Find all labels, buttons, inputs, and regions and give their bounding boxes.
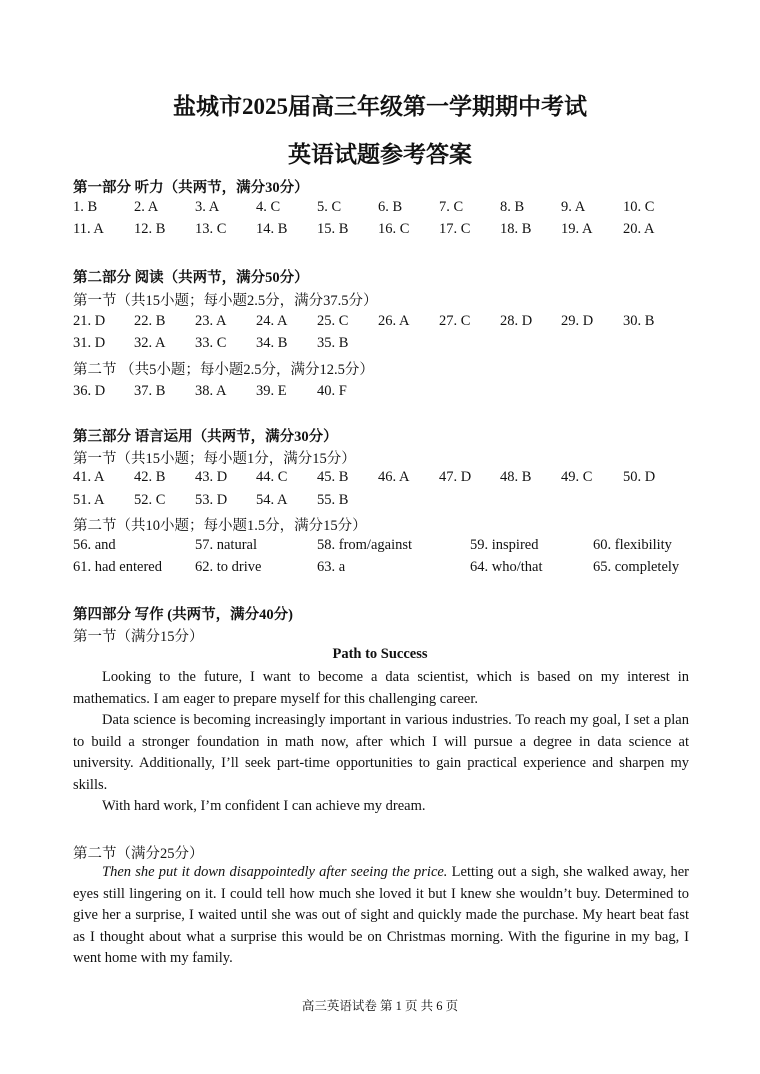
answer-item: 40. F	[317, 383, 347, 399]
answer-item: 36. D	[73, 383, 106, 399]
part1-answer-row-1	[0, 199, 760, 219]
answer-item: 7. C	[439, 199, 464, 215]
answer-item: 29. D	[561, 313, 594, 329]
exam-title: 盐城市2025届高三年级第一学期期中考试	[173, 94, 587, 119]
answer-item: 39. E	[256, 383, 287, 399]
part3-section1-heading: 第一节（共15小题；每小题1分，满分15分）	[73, 451, 356, 467]
answer-item: 6. B	[378, 199, 403, 215]
story-lead-sentence: Then she put it down disappointedly after seeing the price.	[102, 864, 448, 880]
answer-item: 9. A	[561, 199, 586, 215]
answer-item: 15. B	[317, 221, 349, 237]
story-continuation	[73, 862, 689, 970]
answer-item: 57. natural	[195, 537, 258, 553]
part3-fill-row-2	[0, 559, 760, 579]
answer-item: 26. A	[378, 313, 410, 329]
answer-item: 50. D	[623, 469, 656, 485]
answer-item: 32. A	[134, 335, 166, 351]
part2-answer-row-1	[0, 313, 760, 333]
answer-item: 21. D	[73, 313, 106, 329]
part1-heading: 第一部分 听力（共两节，满分30分）	[73, 180, 309, 196]
answer-item: 10. C	[623, 199, 655, 215]
answer-item: 12. B	[134, 221, 166, 237]
answer-item: 16. C	[378, 221, 410, 237]
answer-item: 38. A	[195, 383, 227, 399]
essay-title: Path to Success	[332, 646, 428, 662]
answer-item: 49. C	[561, 469, 593, 485]
answer-item: 34. B	[256, 335, 288, 351]
part3-fill-row-1	[0, 537, 760, 557]
answer-item: 53. D	[195, 492, 228, 508]
part4-section2-heading: 第二节（满分25分）	[73, 846, 204, 862]
answer-key-title: 英语试题参考答案	[288, 142, 472, 167]
answer-item: 58. from/against	[317, 537, 413, 553]
answer-item: 22. B	[134, 313, 166, 329]
answer-item: 37. B	[134, 383, 166, 399]
answer-item: 18. B	[500, 221, 532, 237]
answer-item: 63. a	[317, 559, 346, 575]
answer-item: 17. C	[439, 221, 471, 237]
answer-item: 64. who/that	[470, 559, 543, 575]
answer-item: 20. A	[623, 221, 655, 237]
answer-item: 56. and	[73, 537, 116, 553]
answer-item: 54. A	[256, 492, 288, 508]
page-footer: 高三英语试卷 第 1 页 共 6 页	[301, 999, 459, 1013]
answer-item: 25. C	[317, 313, 349, 329]
answer-item: 45. B	[317, 469, 349, 485]
part3-answer-row-1	[0, 469, 760, 489]
answer-item: 43. D	[195, 469, 228, 485]
answer-item: 42. B	[134, 469, 166, 485]
answer-item: 24. A	[256, 313, 288, 329]
answer-item: 41. A	[73, 469, 105, 485]
story-body: Letting out a sigh, she walked away, her eyes still lingering on it. I could tell how much she loved it but I knew she wouldn’t buy. Determined to give her a surprise, I waited until she was out of sight and quickly made the purchase. My heart beat fast as I thought about what a surprise this would be on Christmas morning. With the figurine in my bag, I went home with my family.	[73, 864, 689, 967]
answer-item: 1. B	[73, 199, 98, 215]
answer-item: 65. completely	[593, 559, 680, 575]
answer-item: 52. C	[134, 492, 166, 508]
answer-item: 19. A	[561, 221, 593, 237]
answer-item: 28. D	[500, 313, 533, 329]
answer-item: 46. A	[378, 469, 410, 485]
answer-item: 4. C	[256, 199, 281, 215]
part2-heading: 第二部分 阅读（共两节，满分50分）	[73, 270, 309, 286]
part3-answer-row-2	[0, 492, 760, 512]
answer-item: 59. inspired	[470, 537, 539, 553]
answer-item: 14. B	[256, 221, 288, 237]
answer-item: 2. A	[134, 199, 159, 215]
essay-paragraph-3: With hard work, I’m confident I can achieve my dream.	[102, 798, 426, 814]
essay-paragraph-2: Data science is becoming increasingly important in various industries. To reach my goal, I set a plan to build a stronger foundation in math now, after which I will pursue a degree in data science at university. Additionally, I’ll seek part-time opportunities to gain practical experience and sharpen my skills.	[73, 712, 689, 793]
part4-section1-heading: 第一节（满分15分）	[73, 629, 204, 645]
answer-item: 33. C	[195, 335, 227, 351]
part3-heading: 第三部分 语言运用（共两节，满分30分）	[73, 429, 338, 445]
part2-section1-heading: 第一节（共15小题；每小题2.5分，满分37.5分）	[73, 293, 378, 309]
essay-paragraph-1: Looking to the future, I want to become a data scientist, which is based on my interest in mathematics. I am eager to prepare myself for this challenging career.	[73, 669, 689, 707]
answer-item: 61. had entered	[73, 559, 162, 575]
answer-item: 51. A	[73, 492, 105, 508]
part3-section2-heading: 第二节（共10小题；每小题1.5分，满分15分）	[73, 518, 367, 534]
answer-item: 27. C	[439, 313, 471, 329]
answer-item: 13. C	[195, 221, 227, 237]
answer-item: 11. A	[73, 221, 104, 237]
answer-item: 30. B	[623, 313, 655, 329]
answer-item: 5. C	[317, 199, 342, 215]
answer-item: 31. D	[73, 335, 106, 351]
answer-item: 55. B	[317, 492, 349, 508]
answer-item: 44. C	[256, 469, 288, 485]
part4-heading: 第四部分 写作 (共两节，满分40分)	[73, 607, 293, 623]
part2-answer-row-3	[0, 383, 760, 403]
part2-section2-heading: 第二节 （共5小题；每小题2.5分，满分12.5分）	[73, 362, 374, 378]
answer-item: 62. to drive	[195, 559, 262, 575]
answer-item: 35. B	[317, 335, 349, 351]
answer-item: 3. A	[195, 199, 220, 215]
answer-item: 60. flexibility	[593, 537, 672, 553]
answer-item: 47. D	[439, 469, 472, 485]
answer-item: 23. A	[195, 313, 227, 329]
part1-answer-row-2	[0, 221, 760, 241]
answer-item: 8. B	[500, 199, 525, 215]
part2-answer-row-2	[0, 335, 760, 355]
answer-item: 48. B	[500, 469, 532, 485]
